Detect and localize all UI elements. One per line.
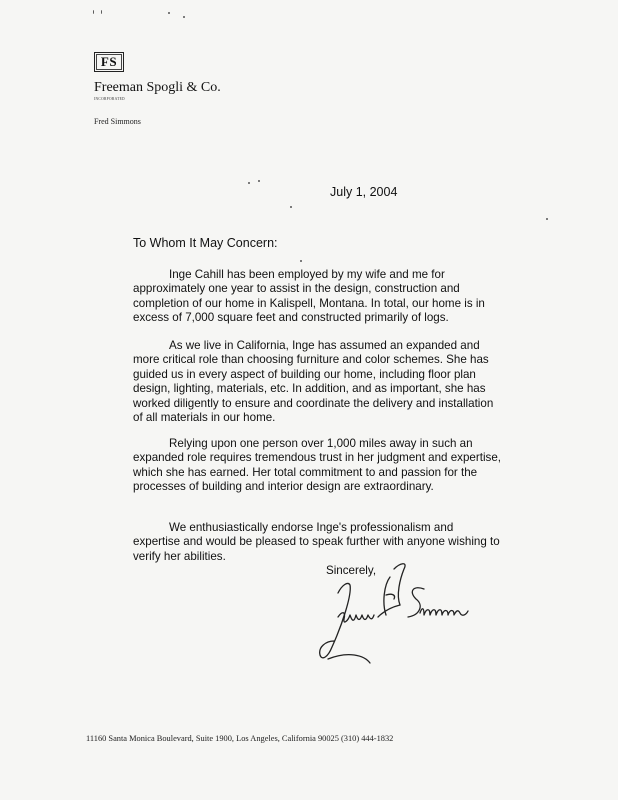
letter-date: July 1, 2004 [330, 185, 398, 199]
firm-incorporated: INCORPORATED [94, 97, 125, 101]
scan-speck [93, 10, 94, 14]
scan-speck [248, 182, 250, 184]
signature [308, 555, 488, 670]
scan-speck [183, 16, 185, 18]
scan-speck [300, 260, 302, 262]
scan-speck [546, 218, 548, 220]
firm-name: Freeman Spogli & Co. [94, 80, 221, 95]
firm-logo: FS [94, 52, 124, 72]
footer-address: 11160 Santa Monica Boulevard, Suite 1900, Los Angeles, California 90025 (310) 444-1832 [86, 734, 394, 743]
body-paragraph: Inge Cahill has been employed by my wife and me for approximately one year to assist in the design, construction and completion of our home in Kalispell, Montana. In total, our home is in excess of 7,000 square feet and constructed primarily of logs. [133, 268, 485, 325]
salutation: To Whom It May Concern: [133, 236, 278, 250]
scan-speck [168, 12, 170, 14]
scan-speck [258, 180, 260, 182]
scan-speck [101, 10, 102, 14]
body-paragraph: We enthusiastically endorse Inge's professionalism and expertise and would be pleased to speak further with anyone wishing to verify her abilities. [133, 521, 500, 563]
sender-name: Fred Simmons [94, 117, 141, 126]
body-paragraph: Relying upon one person over 1,000 miles away in such an expanded role requires tremendous trust in her judgment and expertise, which she has earned. Her total commitment to and passion for the processes of building and interior design are extraordinary. [133, 437, 501, 494]
body-paragraph: As we live in California, Inge has assumed an expanded and more critical role than choosing furniture and color schemes. She has guided us in every aspect of building our home, including floor plan design, lighting, materials, etc. In addition, and as important, she has worked diligently to ensure and coordinate the delivery and installation of all materials in our home. [133, 339, 494, 425]
scan-speck [290, 206, 292, 208]
closing: Sincerely, [326, 564, 377, 577]
